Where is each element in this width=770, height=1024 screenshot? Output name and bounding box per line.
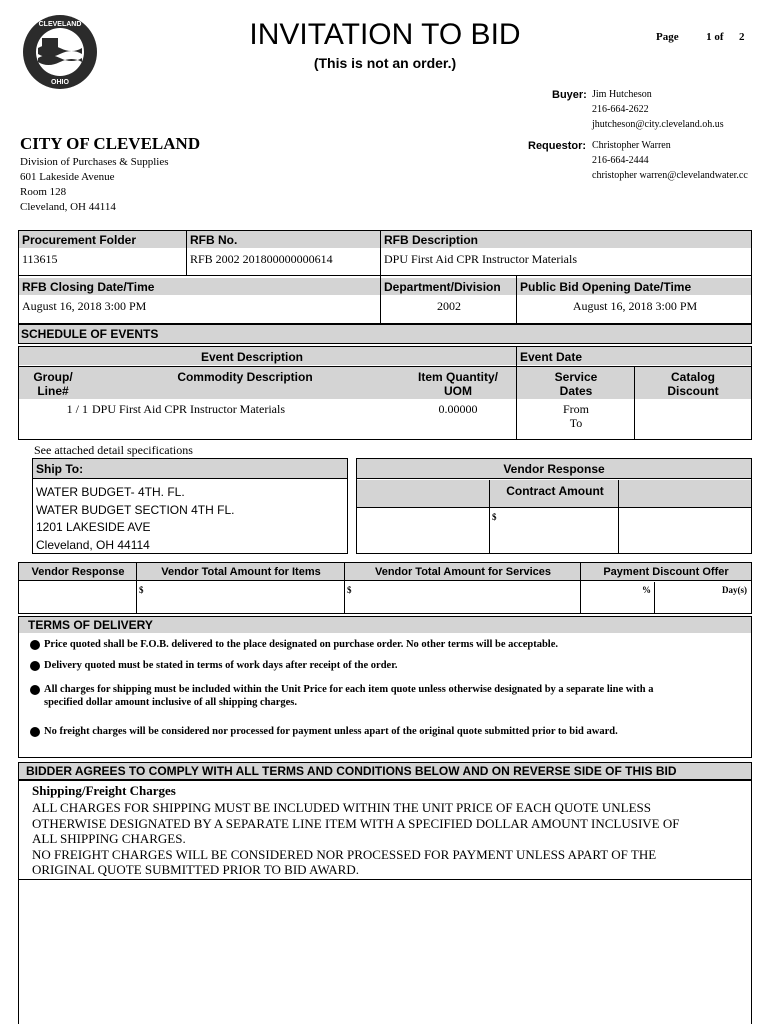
procurement-folder-value: 113615	[22, 252, 58, 266]
page-indicator	[656, 31, 745, 43]
col-line-label: Line#	[37, 384, 69, 398]
contract-amount-input[interactable]	[489, 508, 619, 553]
vendor-response-box	[356, 458, 752, 554]
col-group-line	[20, 370, 86, 398]
event-date-label: Event Date	[520, 350, 583, 364]
divider	[380, 230, 381, 324]
divider	[516, 276, 517, 324]
org-address	[20, 155, 169, 215]
agree-title: BIDDER AGREES TO COMPLY WITH ALL TERMS AND CONDITIONS BELOW AND ON REVERSE SIDE OF THIS BID	[26, 764, 677, 778]
ship-to-address	[36, 484, 234, 554]
col-catalog-label: Catalog	[670, 370, 715, 384]
buyer-label: Buyer:	[552, 89, 587, 101]
vendor-response-label: Vendor Response	[503, 462, 605, 476]
conditions-line: NO FREIGHT CHARGES WILL BE CONSIDERED NOR PROCESSED FOR PAYMENT UNLESS APART OF THE	[32, 846, 657, 862]
page-of: of	[714, 31, 724, 43]
requestor-email: christopher warren@clevelandwater.cc	[592, 170, 748, 181]
row-line-number: 1 / 1	[66, 402, 88, 416]
document-subtitle: (This is not an order.)	[313, 55, 457, 71]
col-uom-label: UOM	[444, 384, 472, 398]
ship-to-line: WATER BUDGET- 4TH. FL.	[36, 485, 185, 499]
conditions-heading: Shipping/Freight Charges	[32, 783, 176, 798]
page-label: Page	[656, 31, 679, 43]
col-commodity: Commodity Description	[177, 370, 313, 384]
conditions-line: ALL CHARGES FOR SHIPPING MUST BE INCLUDED WITHIN THE UNIT PRICE OF EACH QUOTE UNLESS	[32, 800, 651, 815]
department-label: Department/Division	[384, 280, 501, 294]
row-service-to: To	[569, 416, 583, 430]
col-group-label: Group/	[33, 370, 73, 384]
rfb-number-label: RFB No.	[190, 233, 238, 247]
totals-col-services: Vendor Total Amount for Services	[374, 566, 552, 578]
requestor-label: Requestor:	[528, 140, 587, 152]
org-address-line: Division of Purchases & Supplies	[20, 156, 169, 168]
opening-date-value: August 16, 2018 3:00 PM	[572, 299, 698, 313]
buyer-name: Jim Hutcheson	[592, 89, 652, 100]
term-item: Delivery quoted must be stated in terms of work days after receipt of the order.	[44, 660, 398, 671]
ship-to-line: WATER BUDGET SECTION 4TH FL.	[36, 502, 235, 517]
divider	[18, 275, 752, 276]
city-seal-logo	[22, 14, 98, 90]
ship-to-label: Ship To:	[36, 462, 84, 476]
conditions-line: ORIGINAL QUOTE SUBMITTED PRIOR TO BID AWARD.	[32, 862, 359, 878]
divider	[18, 366, 752, 367]
services-total-input[interactable]	[345, 582, 580, 613]
requestor-phone: 216-664-2444	[592, 155, 649, 166]
ship-to-box	[32, 458, 348, 554]
schedule-title: SCHEDULE OF EVENTS	[21, 327, 159, 341]
contract-amount-dollar: $	[492, 512, 497, 522]
col-dates-label: Dates	[559, 384, 593, 398]
row-service-from: From	[562, 402, 589, 416]
term-item: No freight charges will be considered nor processed for payment unless apart of the original quote submitted prior to bid award.	[44, 726, 618, 737]
conditions-line: OTHERWISE DESIGNATED BY A SEPARATE LINE ITEM WITH A SPECIFIED DOLLAR AMOUNT INCLUSIVE OF	[32, 815, 680, 831]
term-item: Price quoted shall be F.O.B. delivered to the place designated on purchase order. No other terms will be acceptable.	[44, 639, 558, 650]
conditions-text	[32, 800, 680, 878]
opening-date-label: Public Bid Opening Date/Time	[520, 280, 692, 294]
totals-col-payment-discount: Payment Discount Offer	[603, 566, 729, 578]
rfb-description-label: RFB Description	[384, 233, 479, 247]
term-item-continued: specified dollar amount inclusive of all shipping charges.	[44, 697, 297, 708]
org-name: CITY OF CLEVELAND	[20, 134, 201, 153]
items-total-input[interactable]	[137, 582, 344, 613]
blank-area-box	[18, 880, 752, 1024]
bullet-icon	[30, 640, 40, 650]
bullet-icon	[30, 727, 40, 737]
closing-date-label: RFB Closing Date/Time	[22, 280, 155, 294]
contract-amount-label: Contract Amount	[506, 484, 604, 498]
rfb-number-value: RFB 2002 201800000000614	[190, 252, 333, 266]
term-item: All charges for shipping must be included within the Unit Price for each item quote unless otherwise designated by a separate line with a	[44, 684, 654, 695]
items-dollar: $	[139, 585, 144, 595]
svg-text:OHIO: OHIO	[51, 79, 69, 86]
col-service-dates	[518, 370, 634, 398]
rfb-description-value: DPU First Aid CPR Instructor Materials	[384, 252, 578, 266]
ship-to-line: Cleveland, OH 44114	[36, 537, 150, 552]
attached-specs-note: See attached detail specifications	[34, 443, 193, 457]
col-catalog-discount	[636, 370, 750, 398]
divider	[516, 346, 517, 440]
bullet-icon	[30, 685, 40, 695]
document-title: INVITATION TO BID	[249, 18, 521, 51]
row-quantity: 0.00000	[438, 402, 478, 416]
totals-col-items: Vendor Total Amount for Items	[161, 566, 321, 578]
divider	[634, 367, 635, 440]
department-value: 2002	[437, 299, 461, 313]
page-total: 2	[739, 31, 745, 43]
conditions-line: ALL SHIPPING CHARGES.	[32, 831, 186, 847]
divider	[186, 230, 187, 276]
event-description-label: Event Description	[200, 350, 304, 364]
discount-percent: %	[642, 585, 651, 595]
services-dollar: $	[347, 585, 352, 595]
terms-title: TERMS OF DELIVERY	[28, 618, 153, 632]
schedule-row	[18, 400, 752, 440]
ship-to-line: 1201 LAKESIDE AVE	[36, 520, 151, 534]
totals-col-vendor-response: Vendor Response	[31, 566, 125, 578]
row-commodity-description: DPU First Aid CPR Instructor Materials	[92, 402, 286, 416]
col-quantity-label: Item Quantity/	[417, 370, 498, 384]
col-discount-label: Discount	[667, 384, 719, 398]
discount-days: Day(s)	[722, 585, 747, 595]
procurement-folder-label: Procurement Folder	[22, 233, 137, 247]
svg-text:CLEVELAND: CLEVELAND	[38, 21, 82, 28]
org-address-line: 601 Lakeside Avenue	[20, 171, 115, 183]
col-quantity-uom	[400, 370, 516, 398]
org-address-line: Cleveland, OH 44114	[20, 201, 116, 213]
org-address-line: Room 128	[20, 186, 67, 198]
buyer-email: jhutcheson@city.cleveland.oh.us	[592, 119, 724, 130]
page-number: 1	[706, 31, 712, 43]
requestor-name: Christopher Warren	[592, 140, 671, 151]
buyer-phone: 216-664-2622	[592, 104, 649, 115]
closing-date-value: August 16, 2018 3:00 PM	[22, 299, 147, 313]
col-service-label: Service	[554, 370, 598, 384]
bullet-icon	[30, 661, 40, 671]
